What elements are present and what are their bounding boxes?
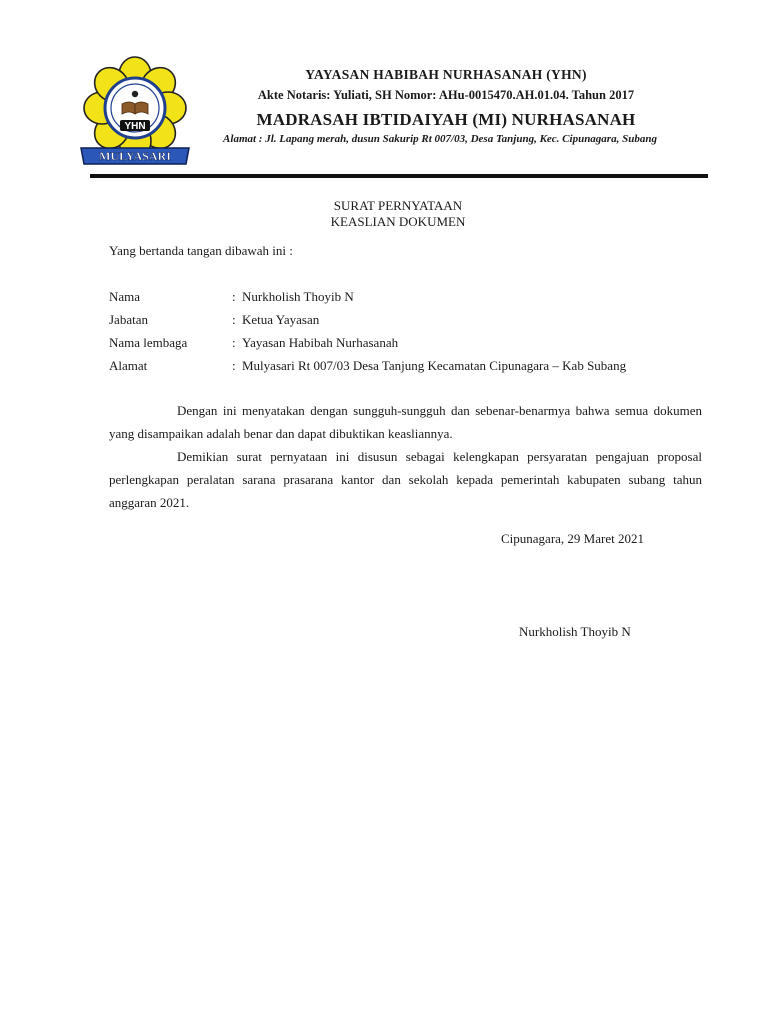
intro-text: Yang bertanda tangan dibawah ini : <box>109 243 293 258</box>
field-value: Nurkholish Thoyib N <box>242 289 354 304</box>
yhn-logo <box>78 56 192 168</box>
field-row-alamat <box>109 359 709 375</box>
field-value: Ketua Yayasan <box>242 312 320 327</box>
foundation-name: YAYASAN HABIBAH NURHASANAH (YHN) <box>305 67 587 82</box>
field-colon: : <box>232 289 236 304</box>
yhn-logo-emblem <box>78 56 192 168</box>
field-value: Yayasan Habibah Nurhasanah <box>242 335 399 350</box>
signer-name: Nurkholish Thoyib N <box>519 624 631 639</box>
school-name: MADRASAH IBTIDAIYAH (MI) NURHASANAH <box>256 110 636 129</box>
field-row-nama <box>109 290 709 306</box>
notary-deed: Akte Notaris: Yuliati, SH Nomor: AHu-0015470.AH.01.04. Tahun 2017 <box>257 88 635 102</box>
field-colon: : <box>232 335 236 350</box>
field-label: Alamat <box>109 358 148 373</box>
document-subtitle: KEASLIAN DOKUMEN <box>330 214 466 229</box>
field-colon: : <box>232 358 236 373</box>
place-date: Cipunagara, 29 Maret 2021 <box>501 531 644 546</box>
statement-paragraph: Dengan ini menyatakan dengan sungguh-sungguh dan sebenar-benarmya bahwa semua dokumen yang disampaikan adalah benar dan dapat dibuktikan keasliannya. <box>109 403 702 441</box>
field-row-nama-lembaga <box>109 336 709 352</box>
document-title: SURAT PERNYATAAN <box>333 198 463 213</box>
field-row-jabatan <box>109 313 709 329</box>
field-label: Jabatan <box>109 312 148 327</box>
field-colon: : <box>232 312 236 327</box>
school-address: Alamat : Jl. Lapang merah, dusun Sakurip Rt 007/03, Desa Tanjung, Kec. Cipunagara, Subang <box>223 133 657 145</box>
svg-text:MULYASARI: MULYASARI <box>99 149 171 163</box>
closing-paragraph: Demikian surat pernyataan ini disusun sebagai kelengkapan persyaratan pengajuan proposal perlengkapan peralatan sarana prasarana kantor dan sekolah kepada pemerintah kabupaten subang tahun anggaran 2021. <box>109 449 702 510</box>
field-value: Mulyasari Rt 007/03 Desa Tanjung Kecamatan Cipunagara – Kab Subang <box>242 358 627 373</box>
svg-text:YHN: YHN <box>124 121 146 132</box>
field-label: Nama lembaga <box>109 335 188 350</box>
field-label: Nama <box>109 289 141 304</box>
letterhead-divider <box>90 174 708 178</box>
